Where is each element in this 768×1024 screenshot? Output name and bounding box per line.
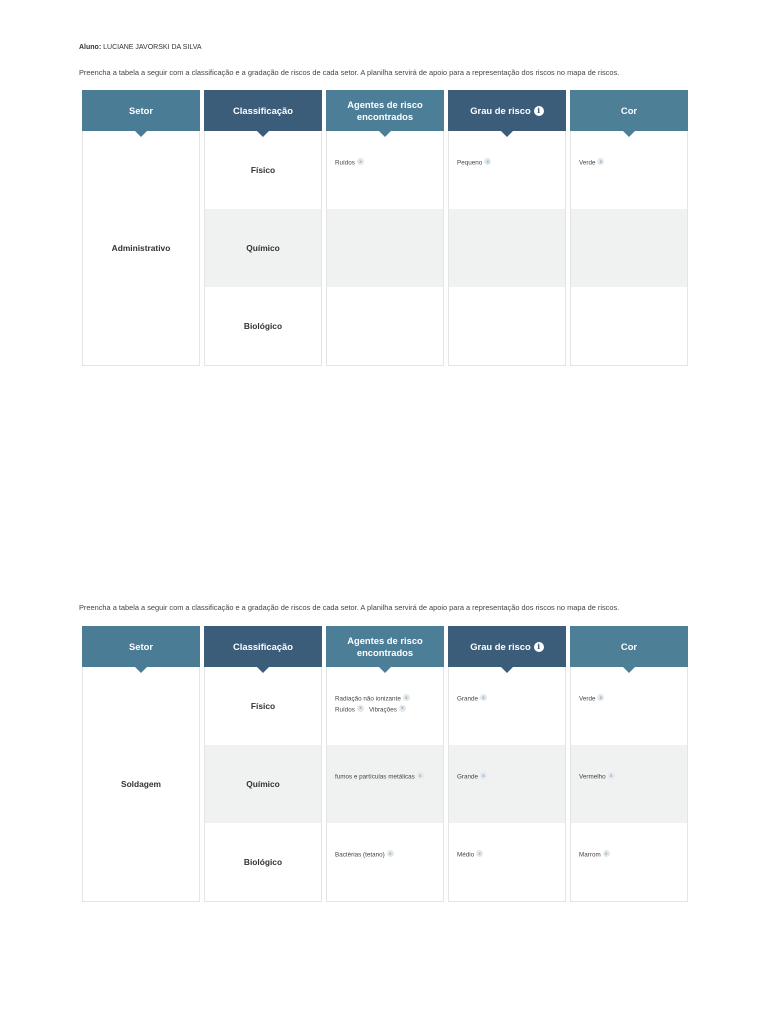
remove-tag-icon[interactable]: x bbox=[387, 850, 394, 857]
grau-column bbox=[448, 131, 566, 366]
remove-tag-icon[interactable]: x bbox=[357, 158, 364, 165]
student-name: LUCIANE JAVORSKI DA SILVA bbox=[103, 44, 202, 51]
agentes-cell[interactable] bbox=[327, 131, 443, 209]
tag-label: Ruídos bbox=[335, 706, 355, 713]
cor-tag bbox=[579, 694, 604, 705]
grau-cell[interactable] bbox=[449, 745, 565, 823]
grau-tag bbox=[457, 850, 483, 861]
agentes-tag bbox=[335, 850, 394, 861]
remove-tag-icon[interactable]: x bbox=[417, 772, 424, 779]
classificacao-cell: Físico bbox=[250, 165, 276, 175]
classificacao-column bbox=[204, 667, 322, 902]
cor-cell[interactable] bbox=[571, 667, 687, 745]
remove-tag-icon[interactable]: x bbox=[603, 850, 610, 857]
header-cor bbox=[570, 626, 688, 667]
cor-cell[interactable] bbox=[571, 131, 687, 209]
header-setor bbox=[82, 626, 200, 667]
grau-cell[interactable] bbox=[449, 667, 565, 745]
agentes-tag bbox=[335, 694, 410, 705]
risk-table-soldagem bbox=[82, 626, 688, 902]
tag-label: Vibrações bbox=[368, 706, 397, 713]
grau-cell[interactable] bbox=[449, 287, 565, 365]
grau-cell[interactable] bbox=[449, 823, 565, 901]
header-setor-label: Setor bbox=[129, 640, 153, 652]
classificacao-cell: Químico bbox=[205, 209, 321, 287]
remove-tag-icon[interactable]: x bbox=[597, 158, 604, 165]
header-classificacao-label: Classificação bbox=[233, 640, 293, 652]
tag-label: Marrom bbox=[579, 851, 601, 859]
cor-tag bbox=[579, 850, 610, 861]
risk-table-administrativo bbox=[82, 90, 688, 366]
header-agentes bbox=[326, 626, 444, 667]
header-agentes bbox=[326, 90, 444, 131]
agentes-cell[interactable] bbox=[327, 287, 443, 365]
remove-tag-icon[interactable]: x bbox=[357, 705, 364, 712]
header-cor bbox=[570, 90, 688, 131]
setor-cell: Administrativo bbox=[82, 131, 200, 366]
header-setor bbox=[82, 90, 200, 131]
header-agentes-label: Agentes de risco encontrados bbox=[347, 98, 423, 122]
header-grau-label: Grau de risco bbox=[470, 104, 531, 116]
instructions-1: Preencha a tabela a seguir com a classificação e a gradação de riscos de cada setor. A planilha servirá de apoio para a representação dos riscos no mapa de riscos. bbox=[79, 68, 620, 77]
agentes-tag bbox=[335, 772, 424, 783]
header-grau bbox=[448, 90, 566, 131]
grau-tag bbox=[457, 772, 487, 783]
tag-label: Grande bbox=[457, 695, 479, 703]
student-line bbox=[79, 44, 202, 51]
grau-tag bbox=[457, 694, 487, 705]
classificacao-cell: Físico bbox=[250, 701, 276, 711]
agentes-tag bbox=[335, 705, 364, 716]
remove-tag-icon[interactable]: x bbox=[597, 694, 604, 701]
cor-column bbox=[570, 131, 688, 366]
agentes-cell[interactable] bbox=[327, 667, 443, 745]
agentes-column bbox=[326, 131, 444, 366]
tag-label: fumos e partículas metálicas bbox=[335, 773, 415, 781]
agentes-cell[interactable] bbox=[327, 209, 443, 287]
tag-label: Ruídos bbox=[335, 159, 355, 167]
cor-cell[interactable] bbox=[571, 745, 687, 823]
grau-column bbox=[448, 667, 566, 902]
info-icon[interactable]: i bbox=[534, 106, 544, 116]
cor-column bbox=[570, 667, 688, 902]
remove-tag-icon[interactable]: x bbox=[403, 694, 410, 701]
cor-cell[interactable] bbox=[571, 823, 687, 901]
tag-label: Grande bbox=[457, 773, 479, 781]
agentes-tag bbox=[369, 705, 406, 716]
header-cor-label: Cor bbox=[620, 104, 638, 116]
remove-tag-icon[interactable]: x bbox=[480, 694, 487, 701]
grau-cell[interactable] bbox=[449, 131, 565, 209]
grau-tag bbox=[457, 158, 491, 169]
tag-label: Pequeno bbox=[457, 159, 483, 167]
header-cor-label: Cor bbox=[620, 640, 638, 652]
cor-tag bbox=[579, 772, 615, 783]
student-label: Aluno: bbox=[79, 44, 102, 51]
header-grau bbox=[448, 626, 566, 667]
remove-tag-icon[interactable]: x bbox=[608, 772, 615, 779]
tag-label: Verde bbox=[579, 159, 596, 167]
remove-tag-icon[interactable]: x bbox=[480, 772, 487, 779]
classificacao-cell: Biológico bbox=[243, 321, 283, 331]
header-classificacao bbox=[204, 626, 322, 667]
classificacao-cell: Químico bbox=[205, 745, 321, 823]
tag-label: Verde bbox=[579, 695, 596, 703]
tag-label: Vermelho bbox=[579, 773, 606, 781]
tag-label: Médio bbox=[457, 851, 475, 859]
info-icon[interactable]: i bbox=[534, 642, 544, 652]
classificacao-column bbox=[204, 131, 322, 366]
instructions-2: Preencha a tabela a seguir com a classificação e a gradação de riscos de cada setor. A planilha servirá de apoio para a representação dos riscos no mapa de riscos. bbox=[79, 603, 620, 612]
setor-cell: Soldagem bbox=[82, 667, 200, 902]
tag-label: Radiação não ionizante bbox=[335, 695, 401, 703]
remove-tag-icon[interactable]: x bbox=[399, 705, 406, 712]
header-classificacao-label: Classificação bbox=[233, 104, 293, 116]
agentes-column bbox=[326, 667, 444, 902]
header-agentes-label: Agentes de risco encontrados bbox=[347, 634, 423, 658]
classificacao-cell: Biológico bbox=[243, 857, 283, 867]
cor-tag bbox=[579, 158, 604, 169]
tag-label: Bactérias (tetano) bbox=[335, 851, 385, 859]
remove-tag-icon[interactable]: x bbox=[476, 850, 483, 857]
agentes-cell[interactable] bbox=[327, 745, 443, 823]
header-grau-label: Grau de risco bbox=[470, 640, 531, 652]
header-setor-label: Setor bbox=[129, 104, 153, 116]
cor-cell[interactable] bbox=[571, 287, 687, 365]
header-classificacao bbox=[204, 90, 322, 131]
cor-cell[interactable] bbox=[571, 209, 687, 287]
remove-tag-icon[interactable]: x bbox=[484, 158, 491, 165]
agentes-cell[interactable] bbox=[327, 823, 443, 901]
grau-cell[interactable] bbox=[449, 209, 565, 287]
agentes-tag bbox=[335, 158, 364, 169]
